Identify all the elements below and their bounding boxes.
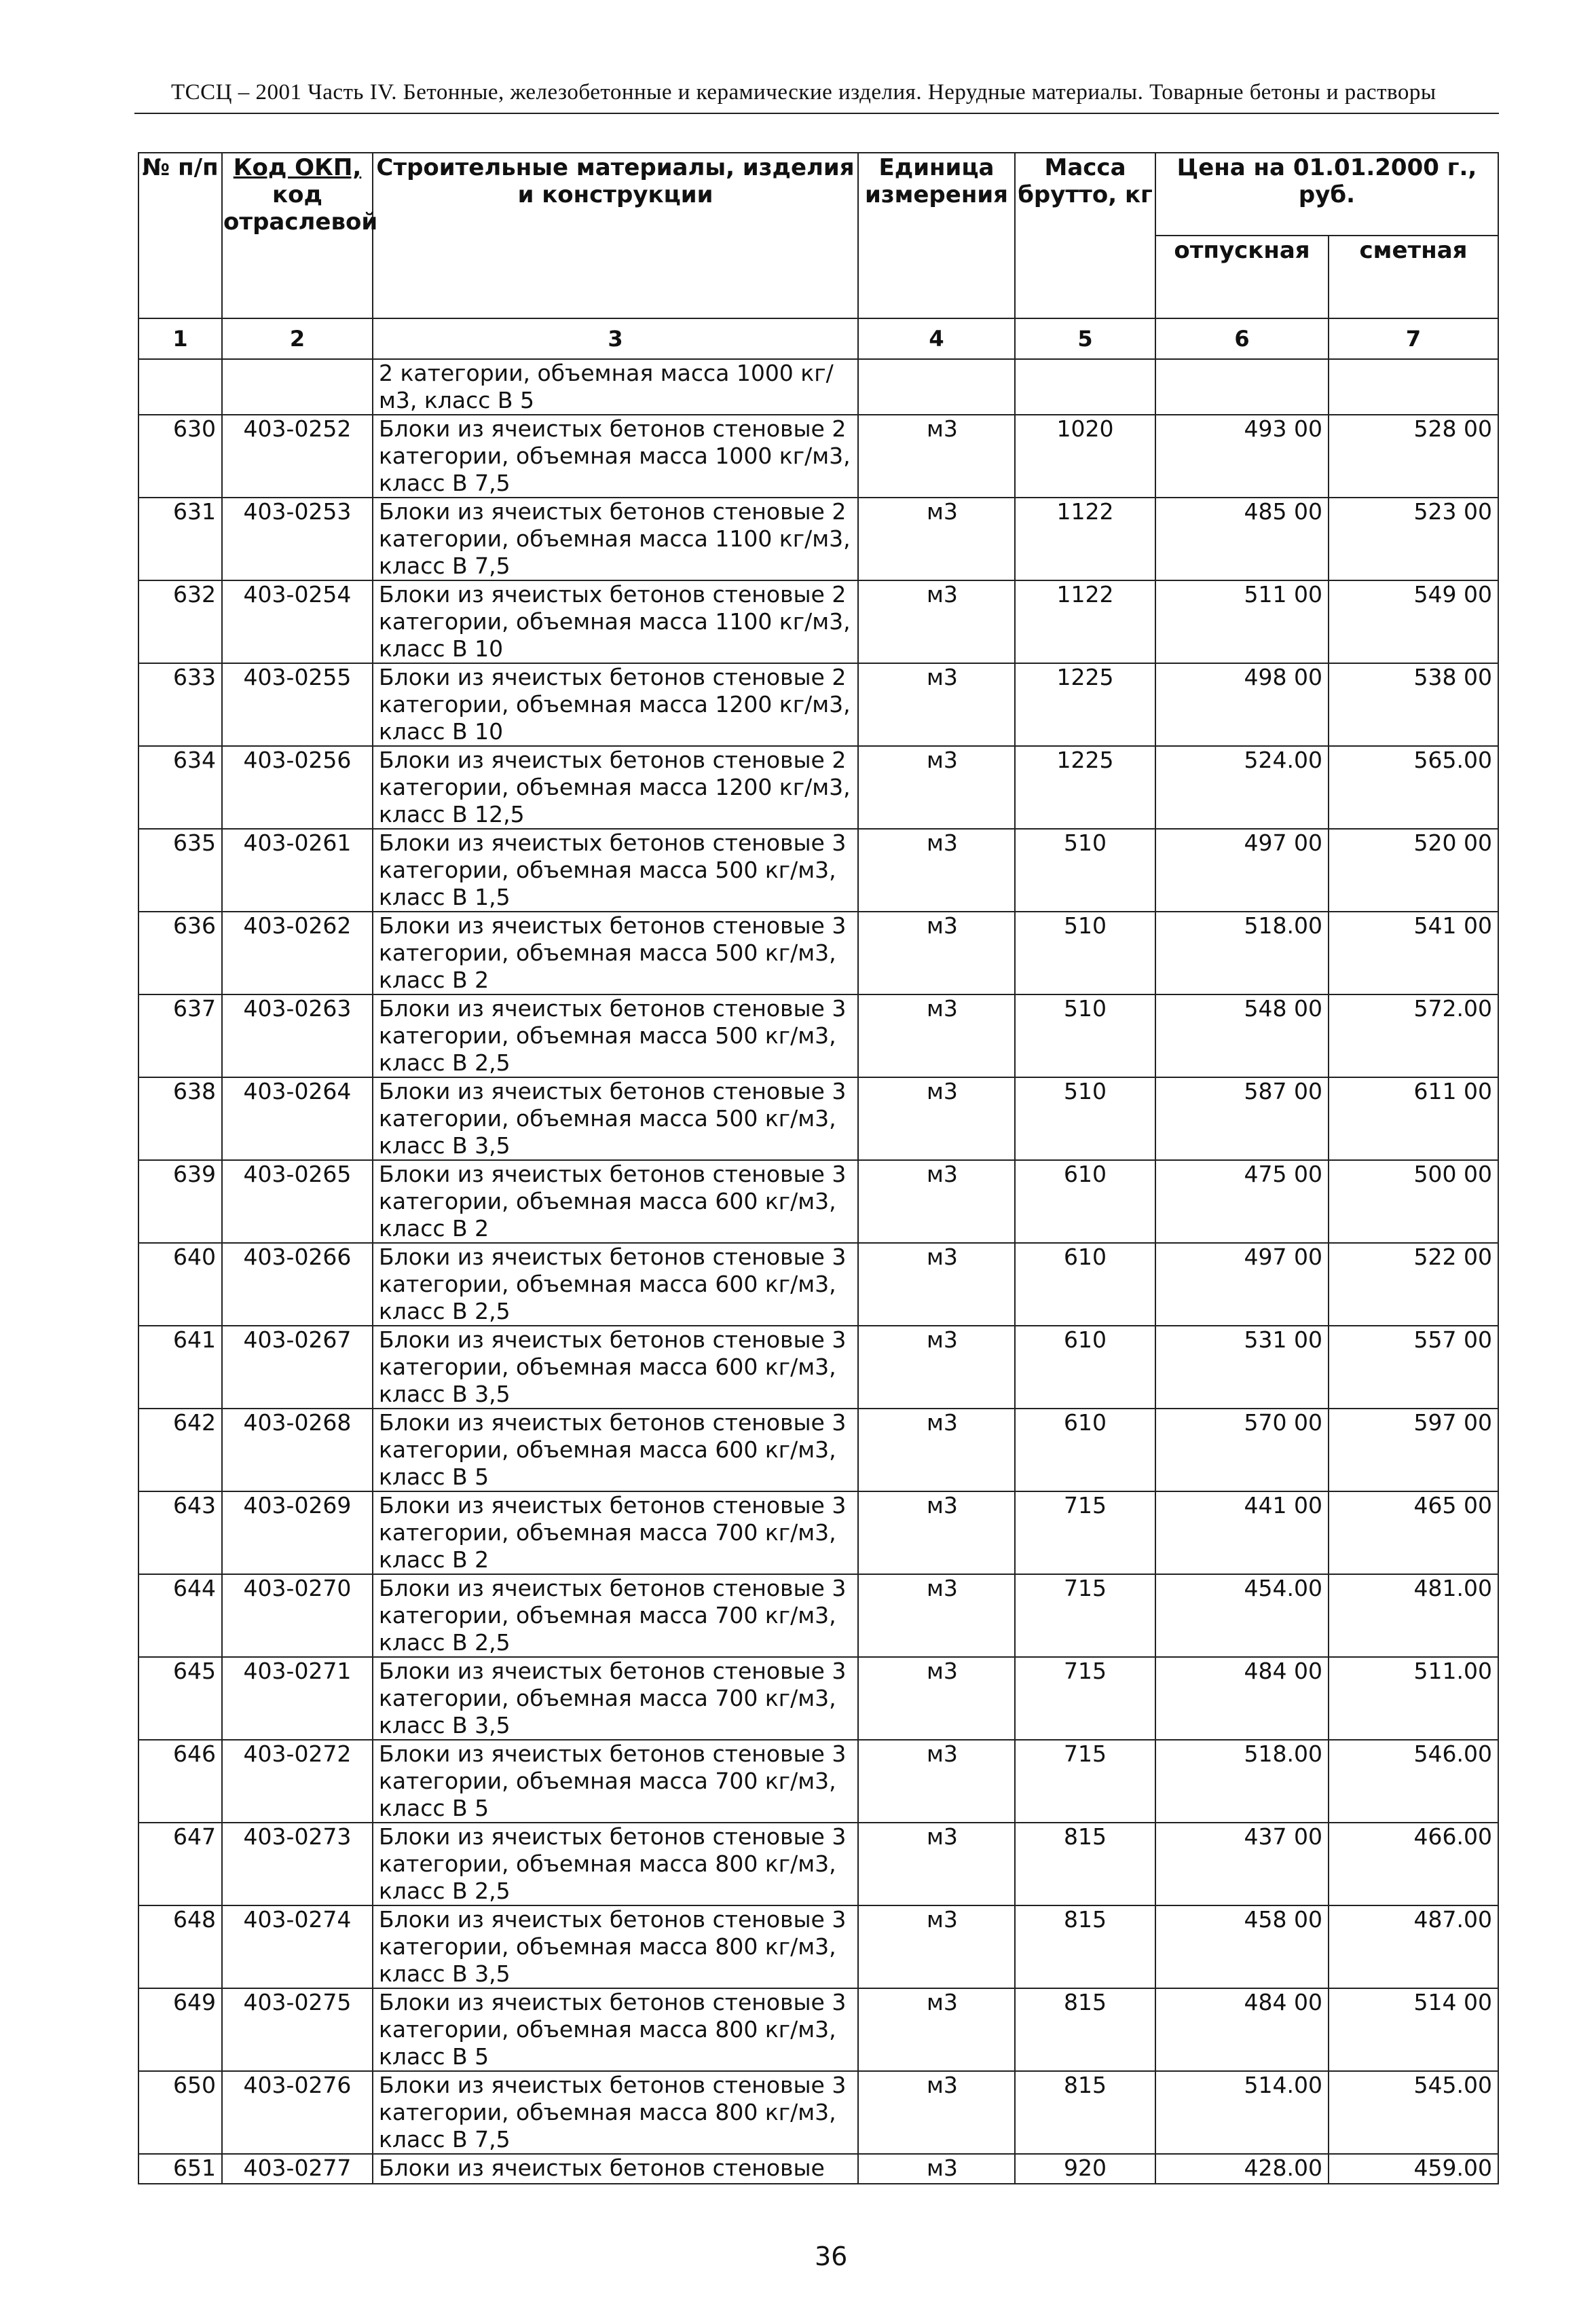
cell-unit: м3	[858, 663, 1015, 746]
cell-unit: м3	[858, 746, 1015, 829]
header-code-link: Код ОКП,	[233, 154, 362, 181]
cell-unit: м3	[858, 2071, 1015, 2154]
cell-empty	[1155, 359, 1329, 415]
cell-price-release: 548 00	[1155, 994, 1329, 1077]
column-number-row	[138, 318, 1498, 359]
header-price-group: Цена на 01.01.2000 г., руб.	[1155, 153, 1498, 236]
cell-name: 2 категории, объемная масса 1000 кг/м3, класс В 5	[373, 359, 858, 415]
cell-code: 403-0265	[222, 1160, 373, 1243]
cell-mass: 715	[1015, 1657, 1155, 1740]
table-row	[138, 2154, 1498, 2184]
cell-price-release: 437 00	[1155, 1823, 1329, 1905]
cell-code: 403-0262	[222, 912, 373, 994]
cell-code: 403-0255	[222, 663, 373, 746]
header-num: № п/п	[138, 153, 222, 318]
cell-code: 403-0268	[222, 1409, 373, 1491]
cell-mass: 510	[1015, 1077, 1155, 1160]
cell-price-estimate: 549 00	[1329, 580, 1498, 663]
table-row	[138, 1243, 1498, 1326]
table-row	[138, 663, 1498, 746]
cell-unit: м3	[858, 415, 1015, 498]
cell-mass: 510	[1015, 912, 1155, 994]
cell-number: 631	[138, 498, 222, 580]
cell-price-release: 511 00	[1155, 580, 1329, 663]
cell-number: 638	[138, 1077, 222, 1160]
table-row	[138, 1077, 1498, 1160]
cell-unit: м3	[858, 1823, 1015, 1905]
cell-price-estimate: 520 00	[1329, 829, 1498, 912]
cell-number: 632	[138, 580, 222, 663]
cell-number: 640	[138, 1243, 222, 1326]
cell-number: 645	[138, 1657, 222, 1740]
table-row	[138, 1574, 1498, 1657]
cell-mass: 610	[1015, 1409, 1155, 1491]
cell-mass: 920	[1015, 2154, 1155, 2184]
cell-price-estimate: 572.00	[1329, 994, 1498, 1077]
table-row	[138, 1657, 1498, 1740]
cell-name: Блоки из ячеистых бетонов стеновые 3 категории, объемная масса 800 кг/м3, класс В 7,5	[373, 2071, 858, 2154]
cell-price-estimate: 459.00	[1329, 2154, 1498, 2184]
cell-price-estimate: 597 00	[1329, 1409, 1498, 1491]
header-price-estimate: сметная	[1329, 236, 1498, 318]
cell-price-release: 524.00	[1155, 746, 1329, 829]
cell-price-release: 518.00	[1155, 912, 1329, 994]
cell-number: 637	[138, 994, 222, 1077]
cell-price-release: 587 00	[1155, 1077, 1329, 1160]
cell-empty	[858, 359, 1015, 415]
cell-code: 403-0275	[222, 1988, 373, 2071]
cell-name: Блоки из ячеистых бетонов стеновые 3 категории, объемная масса 600 кг/м3, класс В 3,5	[373, 1326, 858, 1409]
cell-name: Блоки из ячеистых бетонов стеновые 2 категории, объемная масса 1000 кг/м3, класс В 7,5	[373, 415, 858, 498]
table-row	[138, 746, 1498, 829]
cell-name: Блоки из ячеистых бетонов стеновые 3 категории, объемная масса 500 кг/м3, класс В 2,5	[373, 994, 858, 1077]
header-row-1	[138, 153, 1498, 236]
cell-price-estimate: 565.00	[1329, 746, 1498, 829]
cell-mass: 815	[1015, 1905, 1155, 1988]
cell-empty	[1329, 359, 1498, 415]
cell-mass: 1225	[1015, 746, 1155, 829]
cell-number: 649	[138, 1988, 222, 2071]
cell-price-release: 454.00	[1155, 1574, 1329, 1657]
cell-mass: 815	[1015, 2071, 1155, 2154]
cell-mass: 1020	[1015, 415, 1155, 498]
cell-code: 403-0252	[222, 415, 373, 498]
cell-unit: м3	[858, 912, 1015, 994]
cell-price-release: 484 00	[1155, 1657, 1329, 1740]
cell-name: Блоки из ячеистых бетонов стеновые 2 категории, объемная масса 1100 кг/м3, класс В 10	[373, 580, 858, 663]
header-code	[222, 153, 378, 318]
cell-number: 630	[138, 415, 222, 498]
cell-number: 642	[138, 1409, 222, 1491]
cell-price-estimate: 557 00	[1329, 1326, 1498, 1409]
cell-mass: 815	[1015, 1823, 1155, 1905]
cell-number: 648	[138, 1905, 222, 1988]
cell-name: Блоки из ячеистых бетонов стеновые 3 категории, объемная масса 500 кг/м3, класс В 1,5	[373, 829, 858, 912]
cell-price-estimate: 538 00	[1329, 663, 1498, 746]
cell-name: Блоки из ячеистых бетонов стеновые 3 категории, объемная масса 500 кг/м3, класс В 3,5	[373, 1077, 858, 1160]
cell-code: 403-0253	[222, 498, 373, 580]
cell-number: 651	[138, 2154, 222, 2184]
cell-price-estimate: 465 00	[1329, 1491, 1498, 1574]
cell-mass: 715	[1015, 1491, 1155, 1574]
cell-code: 403-0266	[222, 1243, 373, 1326]
column-number: 6	[1155, 318, 1329, 359]
cell-name: Блоки из ячеистых бетонов стеновые 2 категории, объемная масса 1100 кг/м3, класс В 7,5	[373, 498, 858, 580]
cell-name: Блоки из ячеистых бетонов стеновые 3 категории, объемная масса 800 кг/м3, класс В 3,5	[373, 1905, 858, 1988]
cell-unit: м3	[858, 1077, 1015, 1160]
cell-code: 403-0267	[222, 1326, 373, 1409]
cell-price-estimate: 500 00	[1329, 1160, 1498, 1243]
cell-price-estimate: 511.00	[1329, 1657, 1498, 1740]
cell-price-release: 497 00	[1155, 829, 1329, 912]
cell-name: Блоки из ячеистых бетонов стеновые 2 категории, объемная масса 1200 кг/м3, класс В 10	[373, 663, 858, 746]
cell-price-estimate: 523 00	[1329, 498, 1498, 580]
column-number: 4	[858, 318, 1015, 359]
price-table	[138, 152, 1499, 2184]
cell-number: 634	[138, 746, 222, 829]
column-number: 1	[138, 318, 222, 359]
cell-code: 403-0264	[222, 1077, 373, 1160]
cell-unit: м3	[858, 994, 1015, 1077]
cell-code: 403-0254	[222, 580, 373, 663]
cell-empty	[138, 359, 222, 415]
table-row	[138, 1905, 1498, 1988]
cell-unit: м3	[858, 580, 1015, 663]
cell-mass: 715	[1015, 1574, 1155, 1657]
cell-mass: 1122	[1015, 580, 1155, 663]
table-row	[138, 1409, 1498, 1491]
cell-mass: 610	[1015, 1326, 1155, 1409]
cell-number: 650	[138, 2071, 222, 2154]
table-row	[138, 498, 1498, 580]
running-header: ТССЦ – 2001 Часть IV. Бетонные, железобетонные и керамические изделия. Нерудные материалы. Товарные бетоны и растворы	[171, 80, 1436, 105]
header-code-rest: код отраслевой	[223, 181, 378, 236]
cell-unit: м3	[858, 498, 1015, 580]
header-mass: Масса брутто, кг	[1015, 153, 1155, 318]
table-row	[138, 580, 1498, 663]
cell-price-estimate: 487.00	[1329, 1905, 1498, 1988]
table-row	[138, 912, 1498, 994]
cell-code: 403-0263	[222, 994, 373, 1077]
cell-empty	[1015, 359, 1155, 415]
cell-number: 646	[138, 1740, 222, 1823]
table-row	[138, 1823, 1498, 1905]
table-row	[138, 1491, 1498, 1574]
cell-mass: 1225	[1015, 663, 1155, 746]
cell-mass: 510	[1015, 994, 1155, 1077]
cell-price-release: 514.00	[1155, 2071, 1329, 2154]
cell-unit: м3	[858, 1243, 1015, 1326]
cell-mass: 610	[1015, 1243, 1155, 1326]
column-number: 2	[222, 318, 373, 359]
cell-price-release: 518.00	[1155, 1740, 1329, 1823]
cell-code: 403-0271	[222, 1657, 373, 1740]
cell-code: 403-0272	[222, 1740, 373, 1823]
cell-name: Блоки из ячеистых бетонов стеновые 3 категории, объемная масса 700 кг/м3, класс В 2	[373, 1491, 858, 1574]
header-rule	[134, 113, 1499, 114]
cell-unit: м3	[858, 1740, 1015, 1823]
continuation-row	[138, 359, 1498, 415]
cell-name: Блоки из ячеистых бетонов стеновые 2 категории, объемная масса 1200 кг/м3, класс В 12,5	[373, 746, 858, 829]
cell-name: Блоки из ячеистых бетонов стеновые	[373, 2154, 858, 2184]
cell-code: 403-0277	[222, 2154, 373, 2184]
cell-name: Блоки из ячеистых бетонов стеновые 3 категории, объемная масса 600 кг/м3, класс В 2	[373, 1160, 858, 1243]
cell-number: 647	[138, 1823, 222, 1905]
cell-name: Блоки из ячеистых бетонов стеновые 3 категории, объемная масса 600 кг/м3, класс В 2,5	[373, 1243, 858, 1326]
cell-number: 641	[138, 1326, 222, 1409]
cell-name: Блоки из ячеистых бетонов стеновые 3 категории, объемная масса 800 кг/м3, класс В 2,5	[373, 1823, 858, 1905]
cell-unit: м3	[858, 1491, 1015, 1574]
table-row	[138, 1740, 1498, 1823]
cell-mass: 815	[1015, 1988, 1155, 2071]
page-number: 36	[815, 2241, 848, 2271]
cell-price-release: 484 00	[1155, 1988, 1329, 2071]
cell-mass: 1122	[1015, 498, 1155, 580]
cell-name: Блоки из ячеистых бетонов стеновые 3 категории, объемная масса 700 кг/м3, класс В 2,5	[373, 1574, 858, 1657]
cell-number: 635	[138, 829, 222, 912]
cell-mass: 715	[1015, 1740, 1155, 1823]
cell-unit: м3	[858, 1905, 1015, 1988]
cell-mass: 610	[1015, 1160, 1155, 1243]
column-number: 5	[1015, 318, 1155, 359]
cell-code: 403-0269	[222, 1491, 373, 1574]
table-row	[138, 1988, 1498, 2071]
cell-price-release: 475 00	[1155, 1160, 1329, 1243]
cell-mass: 510	[1015, 829, 1155, 912]
cell-price-estimate: 611 00	[1329, 1077, 1498, 1160]
cell-unit: м3	[858, 829, 1015, 912]
cell-name: Блоки из ячеистых бетонов стеновые 3 категории, объемная масса 700 кг/м3, класс В 5	[373, 1740, 858, 1823]
cell-price-estimate: 541 00	[1329, 912, 1498, 994]
cell-price-release: 498 00	[1155, 663, 1329, 746]
cell-number: 633	[138, 663, 222, 746]
cell-price-release: 485 00	[1155, 498, 1329, 580]
cell-unit: м3	[858, 1160, 1015, 1243]
column-number: 3	[373, 318, 858, 359]
table-row	[138, 994, 1498, 1077]
cell-unit: м3	[858, 1574, 1015, 1657]
cell-price-release: 458 00	[1155, 1905, 1329, 1988]
cell-price-estimate: 481.00	[1329, 1574, 1498, 1657]
cell-code: 403-0274	[222, 1905, 373, 1988]
cell-price-estimate: 528 00	[1329, 415, 1498, 498]
header-unit: Единица измерения	[858, 153, 1015, 318]
cell-unit: м3	[858, 1988, 1015, 2071]
cell-name: Блоки из ячеистых бетонов стеновые 3 категории, объемная масса 500 кг/м3, класс В 2	[373, 912, 858, 994]
cell-price-release: 570 00	[1155, 1409, 1329, 1491]
cell-code: 403-0273	[222, 1823, 373, 1905]
cell-empty	[222, 359, 373, 415]
table-row	[138, 415, 1498, 498]
table-row	[138, 1160, 1498, 1243]
cell-name: Блоки из ячеистых бетонов стеновые 3 категории, объемная масса 600 кг/м3, класс В 5	[373, 1409, 858, 1491]
cell-code: 403-0256	[222, 746, 373, 829]
cell-number: 639	[138, 1160, 222, 1243]
cell-unit: м3	[858, 1409, 1015, 1491]
cell-price-estimate: 546.00	[1329, 1740, 1498, 1823]
cell-name: Блоки из ячеистых бетонов стеновые 3 категории, объемная масса 700 кг/м3, класс В 3,5	[373, 1657, 858, 1740]
cell-unit: м3	[858, 1657, 1015, 1740]
cell-price-release: 531 00	[1155, 1326, 1329, 1409]
cell-price-estimate: 545.00	[1329, 2071, 1498, 2154]
cell-price-estimate: 522 00	[1329, 1243, 1498, 1326]
cell-number: 644	[138, 1574, 222, 1657]
cell-price-estimate: 466.00	[1329, 1823, 1498, 1905]
table-row	[138, 829, 1498, 912]
column-number: 7	[1329, 318, 1498, 359]
cell-price-release: 497 00	[1155, 1243, 1329, 1326]
cell-price-release: 428.00	[1155, 2154, 1329, 2184]
cell-name: Блоки из ячеистых бетонов стеновые 3 категории, объемная масса 800 кг/м3, класс В 5	[373, 1988, 858, 2071]
header-price-release: отпускная	[1155, 236, 1329, 318]
cell-code: 403-0270	[222, 1574, 373, 1657]
header-name: Строительные материалы, изделия и конструкции	[373, 153, 858, 318]
cell-code: 403-0276	[222, 2071, 373, 2154]
cell-price-estimate: 514 00	[1329, 1988, 1498, 2071]
cell-price-release: 441 00	[1155, 1491, 1329, 1574]
cell-unit: м3	[858, 2154, 1015, 2184]
cell-code: 403-0261	[222, 829, 373, 912]
cell-number: 636	[138, 912, 222, 994]
cell-unit: м3	[858, 1326, 1015, 1409]
table-row	[138, 2071, 1498, 2154]
cell-price-release: 493 00	[1155, 415, 1329, 498]
table-row	[138, 1326, 1498, 1409]
cell-number: 643	[138, 1491, 222, 1574]
